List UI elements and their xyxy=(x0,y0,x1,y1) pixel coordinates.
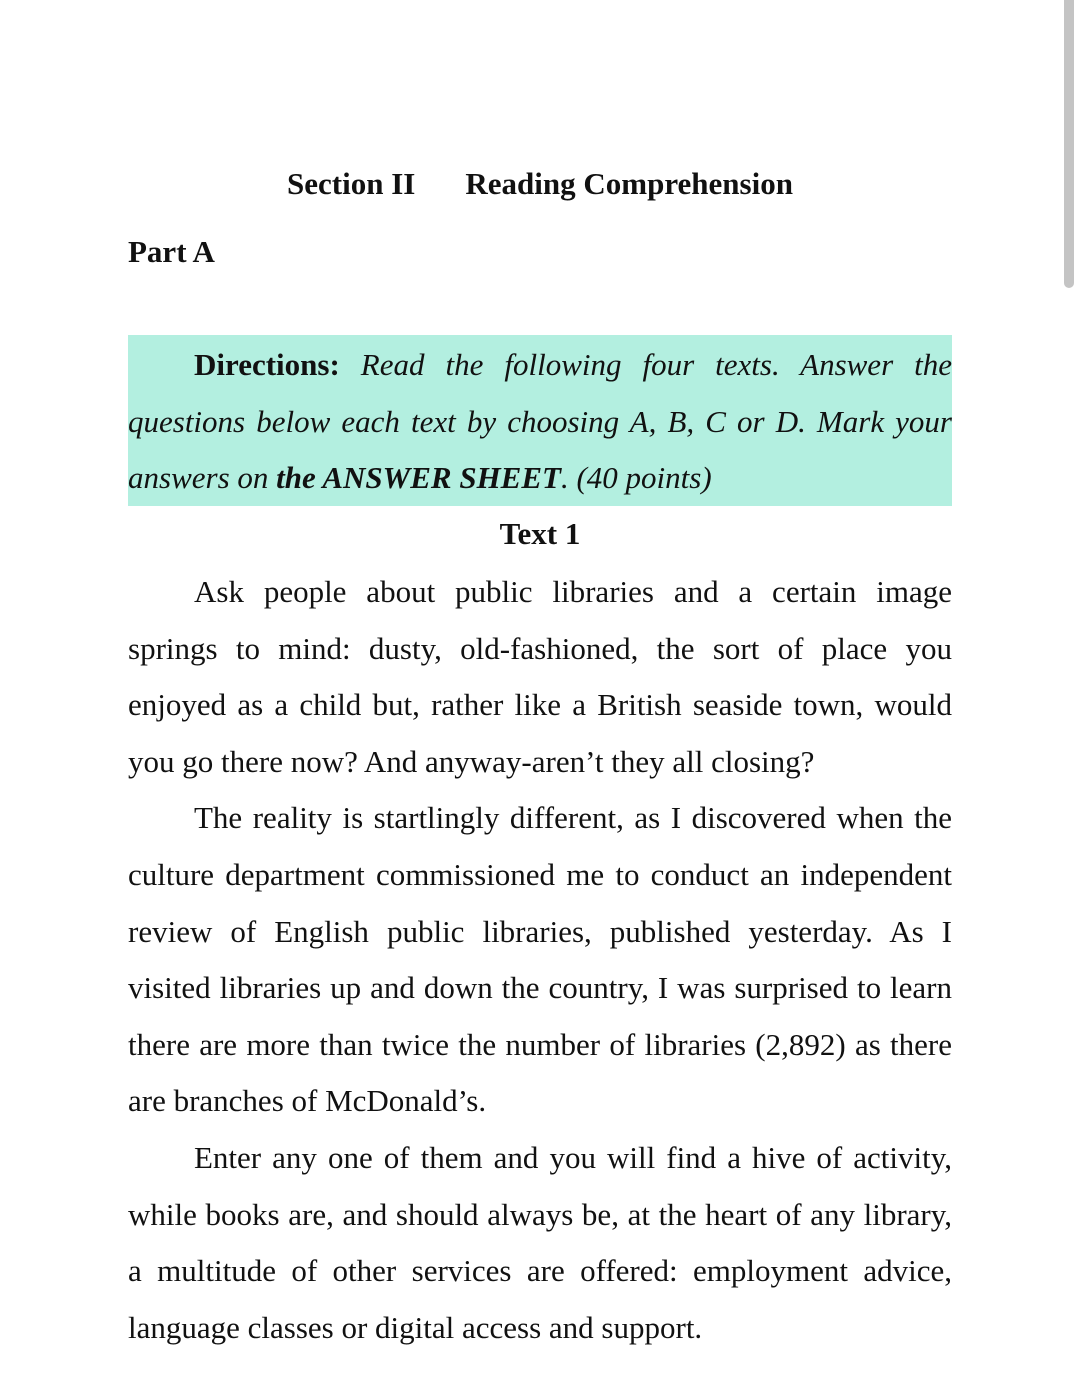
directions-points: . (40 points) xyxy=(560,460,712,495)
directions-text: Read the following four texts. Answer the questions below each text by choosing A, B, C or D. Mark your answers on xyxy=(128,347,952,495)
passage-body xyxy=(128,564,952,1356)
paragraph: Enter any one of them and you will find a hive of activity, while books are, and should always be, at the heart of any library, a multitude of other services are offered: employment advice, language classes or digital access and support. xyxy=(128,1139,952,1345)
section-number: Section II xyxy=(287,166,416,201)
text-title: Text 1 xyxy=(499,516,581,551)
paragraph: The reality is startlingly different, as I discovered when the culture department commissioned me to conduct an independent review of English public libraries, published yesterday. As I visited libraries up and down the country, I was surprised to learn there are more than twice the number of libraries (2,892) as there are branches of McDonald’s. xyxy=(128,800,952,1119)
vertical-scrollbar[interactable] xyxy=(1058,0,1080,1387)
scrollbar-thumb[interactable] xyxy=(1064,0,1074,288)
paragraph: Ask people about public libraries and a certain image springs to mind: dusty, old-fashioned, the sort of place you enjoyed as a child but, rather like a British seaside town, would you go there now? And anyway-aren’t they all closing? xyxy=(128,574,952,779)
directions-label: Directions: xyxy=(194,347,340,382)
section-heading xyxy=(128,164,952,204)
section-title: Reading Comprehension xyxy=(465,166,793,201)
part-heading: Part A xyxy=(128,234,215,269)
directions-box xyxy=(128,335,952,506)
answer-sheet-emphasis: the ANSWER SHEET xyxy=(276,460,561,495)
